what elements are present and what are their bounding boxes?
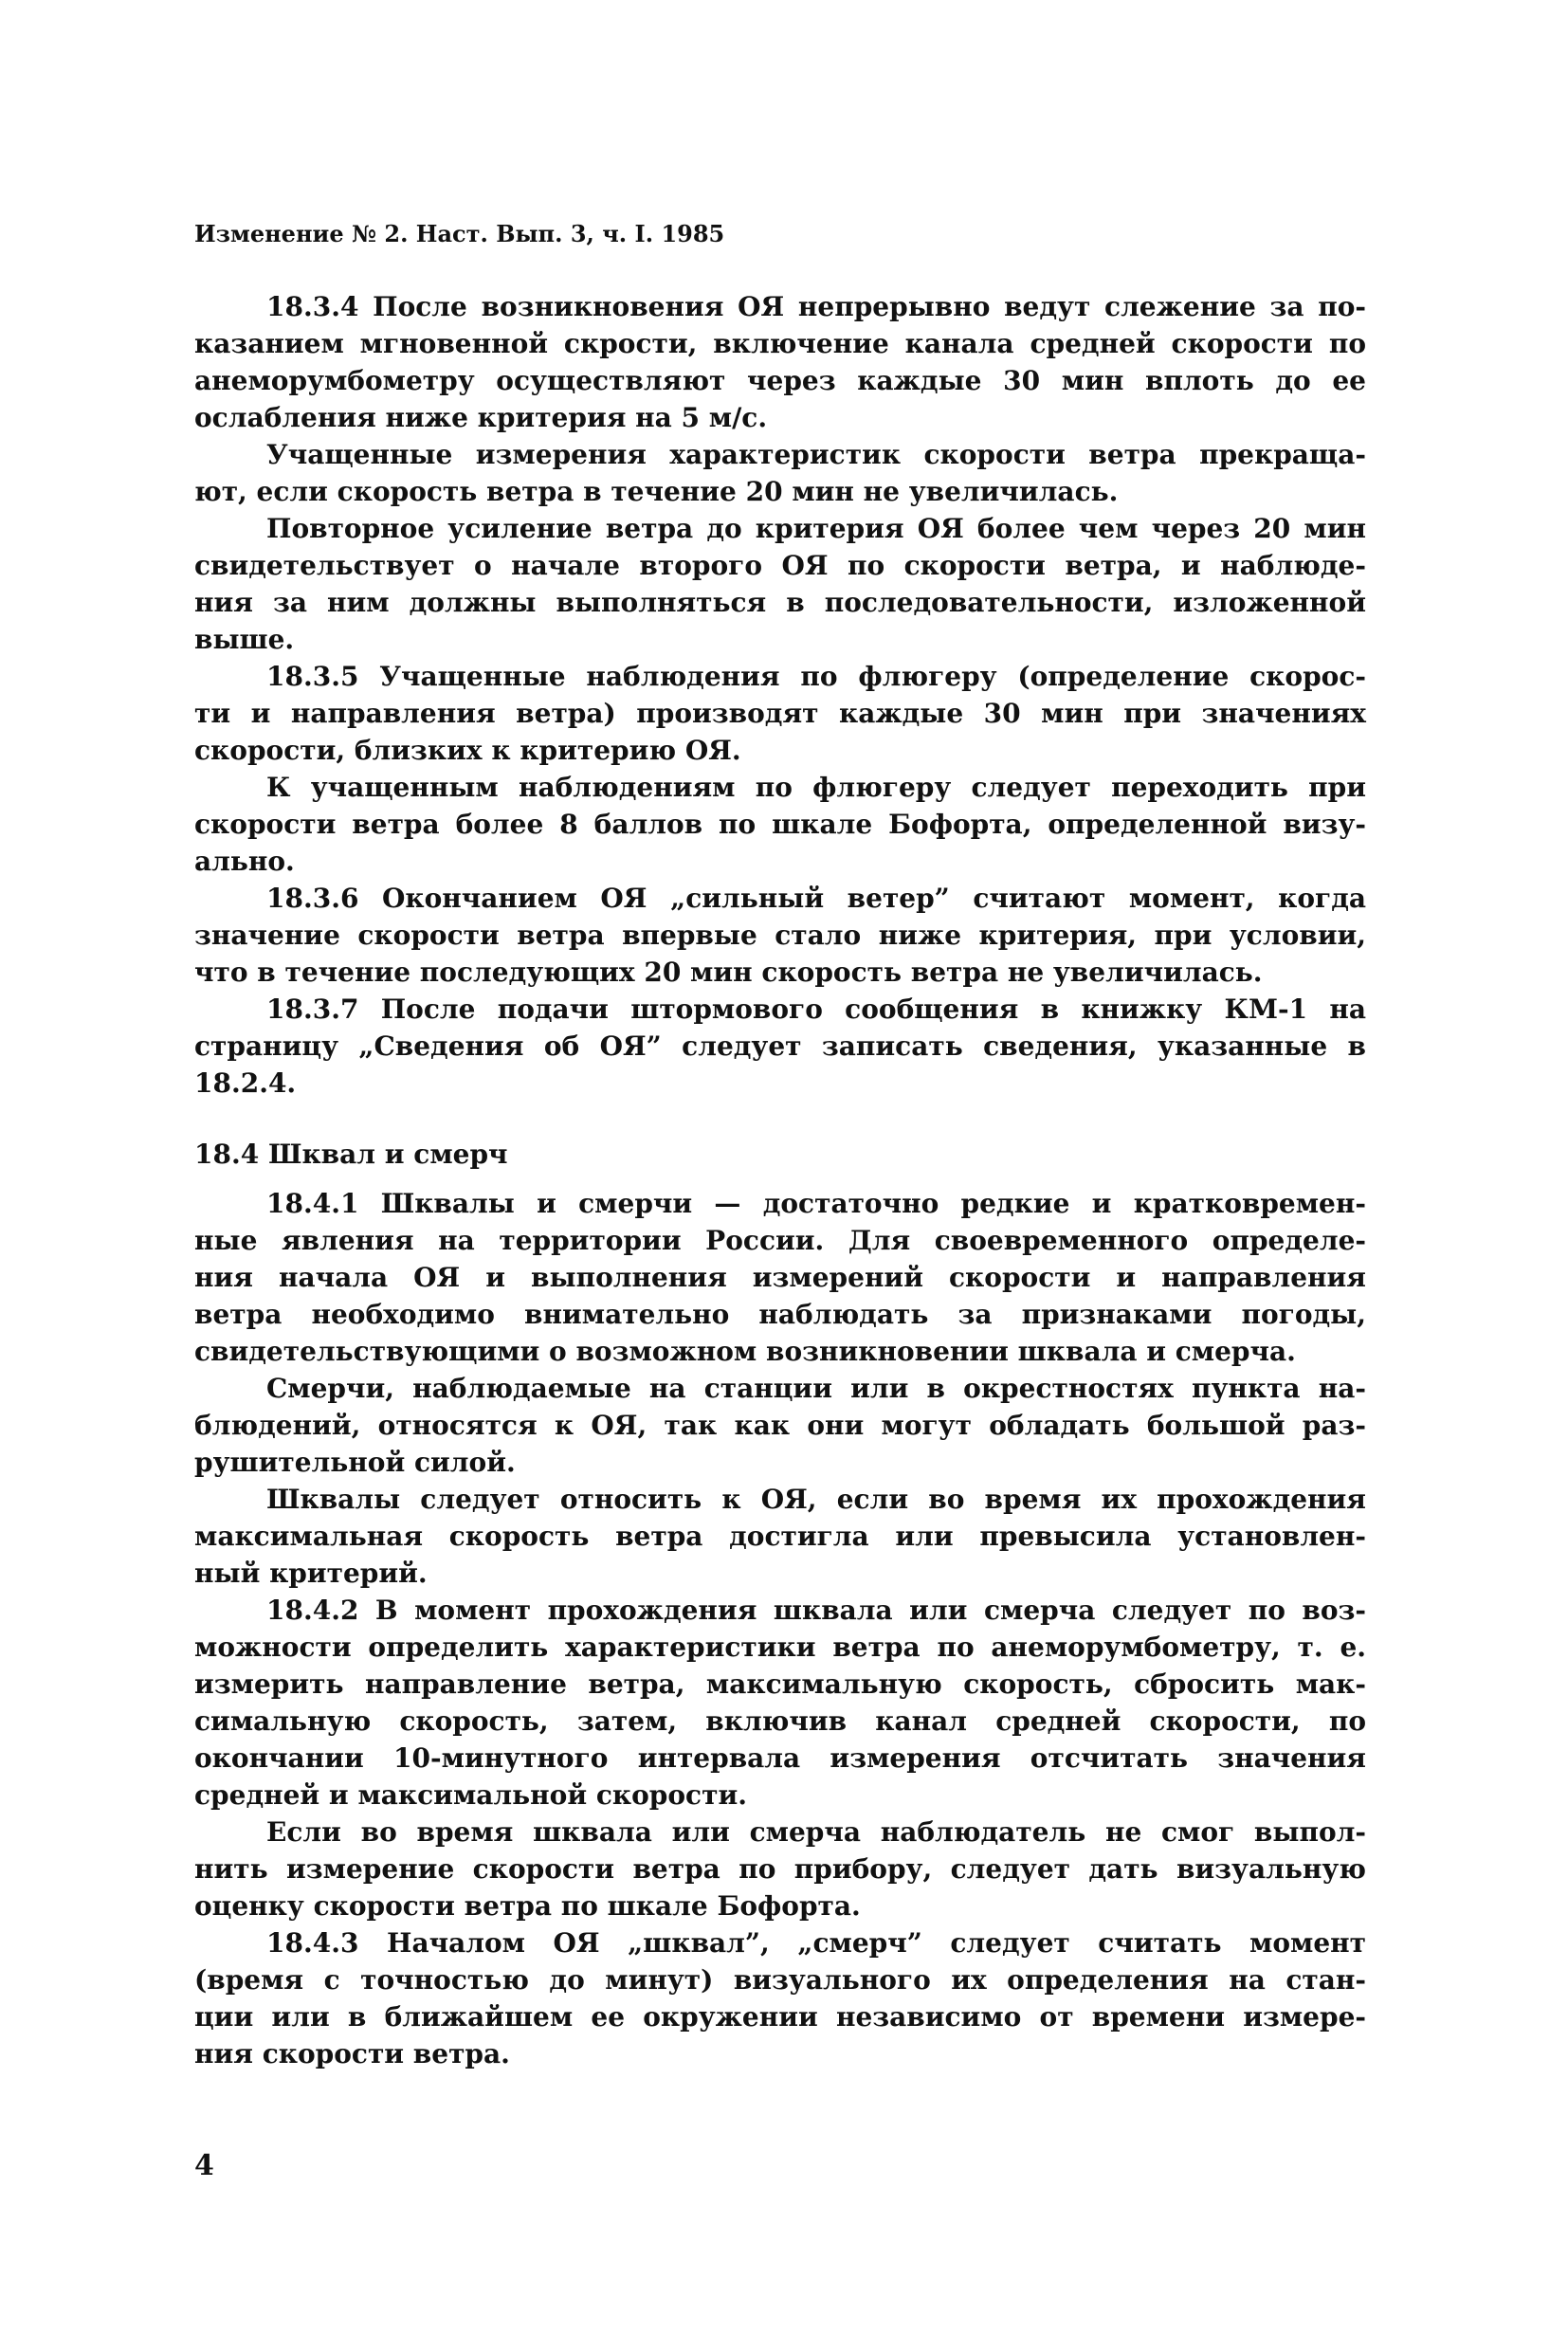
text-line: 18.3.5 Учащенные наблюдения по флюгеру (определение скорос- [266,661,1366,692]
text-line: блюдений, относятся к ОЯ, так как они могут обладать большой раз- [194,1410,1366,1441]
text-line: симальную скорость, затем, включив канал средней скорости, по [194,1705,1366,1737]
text-line: оценку скорости ветра по шкале Бофорта. [194,1890,861,1922]
text-line: 18.4.3 Началом ОЯ „шквал”, „смерч” следует считать момент [266,1927,1366,1959]
text-line: (время с точностью до минут) визуального их определения на стан- [194,1964,1366,1996]
text-line: ции или в ближайшем ее окружении независимо от времени измере- [194,2001,1366,2033]
paragraph [194,1185,1366,1370]
paragraph [194,288,1366,436]
text-line: измерить направление ветра, максимальную скорость, сбросить мак- [194,1668,1366,1700]
text-line: скорости, близких к критерию ОЯ. [194,735,741,766]
text-line: ально. [194,846,295,877]
text-line: средней и максимальной скорости. [194,1779,747,1811]
text-line: выше. [194,624,295,655]
paragraph [194,658,1366,769]
paragraph [194,769,1366,880]
text-line: максимальная скорость ветра достигла или превысила установлен- [194,1521,1366,1552]
text-line: Шквалы следует относить к ОЯ, если во время их прохождения [266,1484,1366,1515]
paragraph [194,880,1366,991]
text-line: анеморумбометру осуществляют через каждые 30 мин вплоть до ее [194,365,1366,396]
text-line: Повторное усиление ветра до критерия ОЯ более чем через 20 мин [266,513,1366,544]
paragraph [194,991,1366,1102]
text-line: ния скорости ветра. [194,2038,510,2069]
text-line: ветра необходимо внимательно наблюдать за признаками погоды, [194,1299,1366,1330]
text-line: страницу „Сведения об ОЯ” следует записать сведения, указанные в [194,1030,1366,1062]
text-line: рушительной силой. [194,1447,516,1478]
text-line: можности определить характеристики ветра по анеморумбометру, т. е. [194,1632,1366,1663]
paragraph [194,1814,1366,1924]
text-line: значение скорости ветра впервые стало ниже критерия, при условии, [194,920,1366,951]
text-line: ный критерий. [194,1558,428,1589]
text-line: 18.4.2 В момент прохождения шквала или смерча следует по воз- [266,1595,1366,1626]
paragraph [194,1592,1366,1814]
text-line: что в течение последующих 20 мин скорость ветра не увеличилась. [194,957,1263,988]
text-line: ные явления на территории России. Для своевременного определе- [194,1225,1366,1256]
text-line: 18.2.4. [194,1067,297,1099]
page-number: 4 [194,2149,214,2182]
paragraph [194,1924,1366,2072]
paragraph [194,436,1366,510]
text-line: Если во время шквала или смерча наблюдатель не смог выпол- [266,1816,1366,1848]
text-line: казанием мгновенной скрости, включение канала средней скорости по [194,328,1366,359]
text-line: окончании 10-минутного интервала измерения отсчитать значения [194,1742,1366,1774]
text-block-18-3 [194,288,1366,1102]
paragraph [194,1370,1366,1481]
text-line: 18.3.6 Окончанием ОЯ „сильный ветер” считают момент, когда [266,883,1366,914]
text-line: 18.3.7 После подачи штормового сообщения в книжку КМ-1 на [266,994,1366,1025]
text-line: ют, если скорость ветра в течение 20 мин не увеличилась. [194,476,1119,507]
text-line: ослабления ниже критерия на 5 м/с. [194,402,768,433]
section-heading: 18.4 Шквал и смерч [194,1139,508,1170]
text-line: скорости ветра более 8 баллов по шкале Бофорта, определенной визу- [194,809,1366,840]
text-block-18-4 [194,1185,1366,2072]
text-line: Смерчи, наблюдаемые на станции или в окрестностях пункта на- [266,1373,1366,1404]
text-line: 18.4.1 Шквалы и смерчи — достаточно редкие и кратковремен- [266,1188,1366,1219]
text-line: ти и направления ветра) производят каждые 30 мин при значениях [194,698,1366,729]
text-line: свидетельствует о начале второго ОЯ по скорости ветра, и наблюде- [194,550,1366,581]
text-line: 18.3.4 После возникновения ОЯ непрерывно ведут слежение за по- [266,291,1366,322]
text-line: ния начала ОЯ и выполнения измерений скорости и направления [194,1262,1366,1293]
running-header: Изменение № 2. Наст. Вып. 3, ч. I. 1985 [194,220,725,247]
text-line: Учащенные измерения характеристик скорости ветра прекраща- [266,439,1366,470]
text-line: ния за ним должны выполняться в последовательности, изложенной [194,587,1366,618]
text-line: свидетельствующими о возможном возникновении шквала и смерча. [194,1336,1296,1367]
text-line: К учащенным наблюдениям по флюгеру следует переходить при [266,772,1366,803]
paragraph [194,1481,1366,1592]
text-line: нить измерение скорости ветра по прибору, следует дать визуальную [194,1853,1366,1885]
paragraph [194,510,1366,658]
